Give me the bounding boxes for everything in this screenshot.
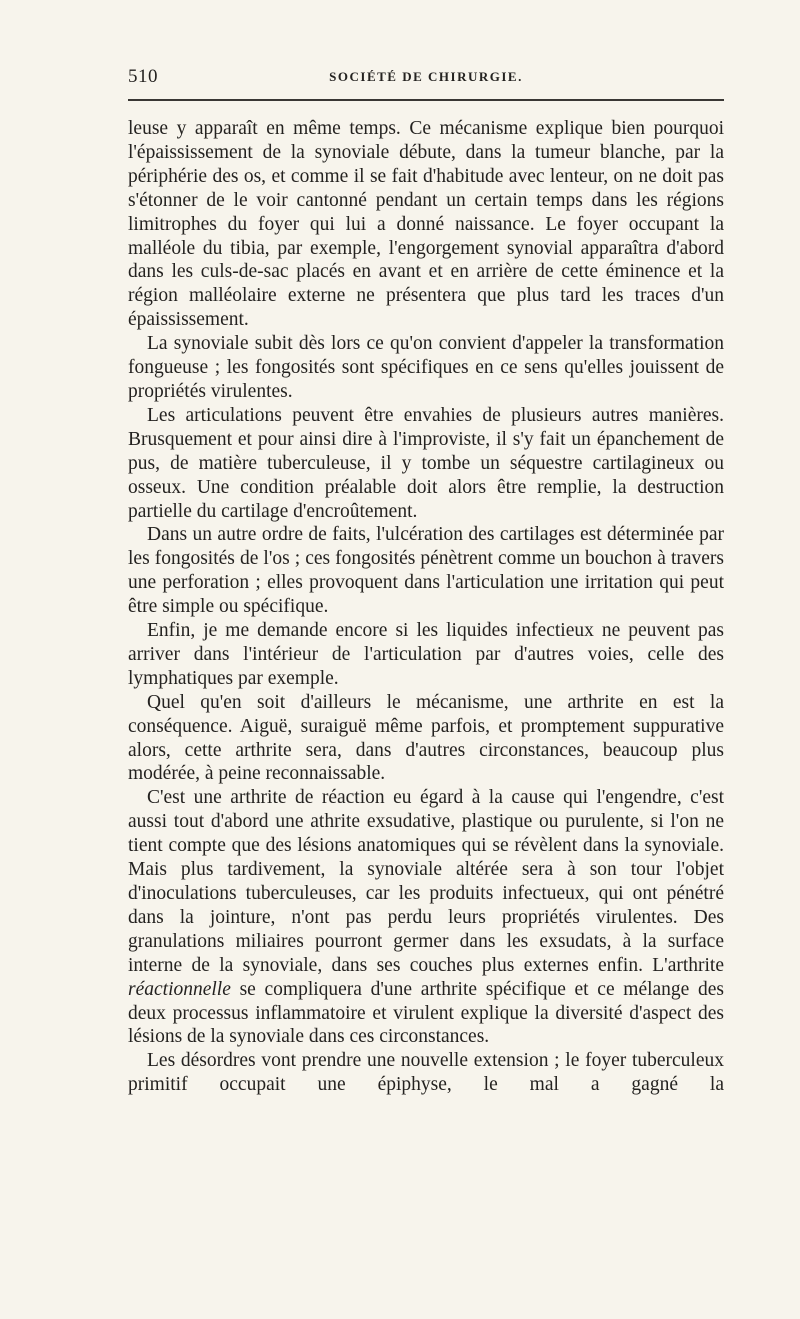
paragraph: Dans un autre ordre de faits, l'ulcération des cartilages est déterminée par les fongosités de l'os ; ces fongosités pénètrent comme un bouchon à travers une perforation ; elles provoquent dans l'articulation une irritation qui peut être simple ou spécifique. <box>128 524 724 618</box>
paragraph: Enfin, je me demande encore si les liquides infectieux ne peuvent pas arriver dans l'intérieur de l'articulation par d'autres voies, celle des lymphatiques par exemple. <box>128 620 724 689</box>
journal-title: SOCIÉTÉ DE CHIRURGIE. <box>329 69 523 84</box>
running-header <box>128 66 724 88</box>
paragraph: La synoviale subit dès lors ce qu'on convient d'appeler la transformation fongueuse ; les fongosités sont spécifiques en ce sens qu'elles jouissent de propriétés virulentes. <box>128 333 724 402</box>
paragraph <box>128 786 724 1049</box>
paragraph: Les désordres vont prendre une nouvelle extension ; le foyer tuberculeux primitif occupait une épiphyse, le mal a gagné la <box>128 1050 724 1096</box>
body-text <box>128 117 724 1097</box>
paragraph-text: se compliquera d'une arthrite spécifique et ce mélange des deux processus inflammatoire et virulent explique la diversité d'aspect des lésions de la synoviale dans ces circonstances. <box>128 978 724 1048</box>
paragraph: Les articulations peuvent être envahies de plusieurs autres manières. Brusquement et pour ainsi dire à l'improviste, il s'y fait un épanchement de pus, de matière tuberculeuse, il y tombe un séquestre cartilagineux ou osseux. Une condition préalable doit alors être remplie, la destruction partielle du cartilage d'encroûtement. <box>128 404 724 522</box>
page-number: 510 <box>128 66 158 87</box>
paragraph-text: C'est une arthrite de réaction eu égard à la cause qui l'engendre, c'est aussi tout d'abord une athrite exsudative, plastique ou purulente, si l'on ne tient compte que des lésions anatomiques qui se révèlent dans la synoviale. Mais plus tardivement, la synoviale altérée sera à son tour l'objet d'inoculations tuberculeuses, car les produits infectueux, qui ont pénétré dans la jointure, n'ont pas perdu leurs propriétés virulentes. Des granulations miliaires pourront germer dans les exsudats, à la surface interne de la synoviale, dans ses couches plus externes enfin. L'arthrite <box>128 787 724 976</box>
italic-term: réactionnelle <box>128 978 231 1000</box>
header-rule <box>128 99 724 101</box>
paragraph: Quel qu'en soit d'ailleurs le mécanisme, une arthrite en est la conséquence. Aiguë, suraiguë même parfois, et promptement suppurative alors, cette arthrite sera, dans d'autres circonstances, beaucoup plus modérée, à peine reconnaissable. <box>128 691 724 785</box>
paragraph: leuse y apparaît en même temps. Ce mécanisme explique bien pourquoi l'épaississement de la synoviale débute, dans la tumeur blanche, par la périphérie des os, et comme il se fait d'habitude avec lenteur, on ne doit pas s'étonner de le voir cantonné pendant un certain temps dans les régions limitrophes du foyer qui lui a donné naissance. Le foyer occupant la malléole du tibia, par exemple, l'engorgement synovial apparaîtra d'abord dans les culs-de-sac placés en avant et en arrière de cette éminence et la région malléolaire externe ne présentera que plus tard les traces d'un épaississement. <box>128 118 724 331</box>
